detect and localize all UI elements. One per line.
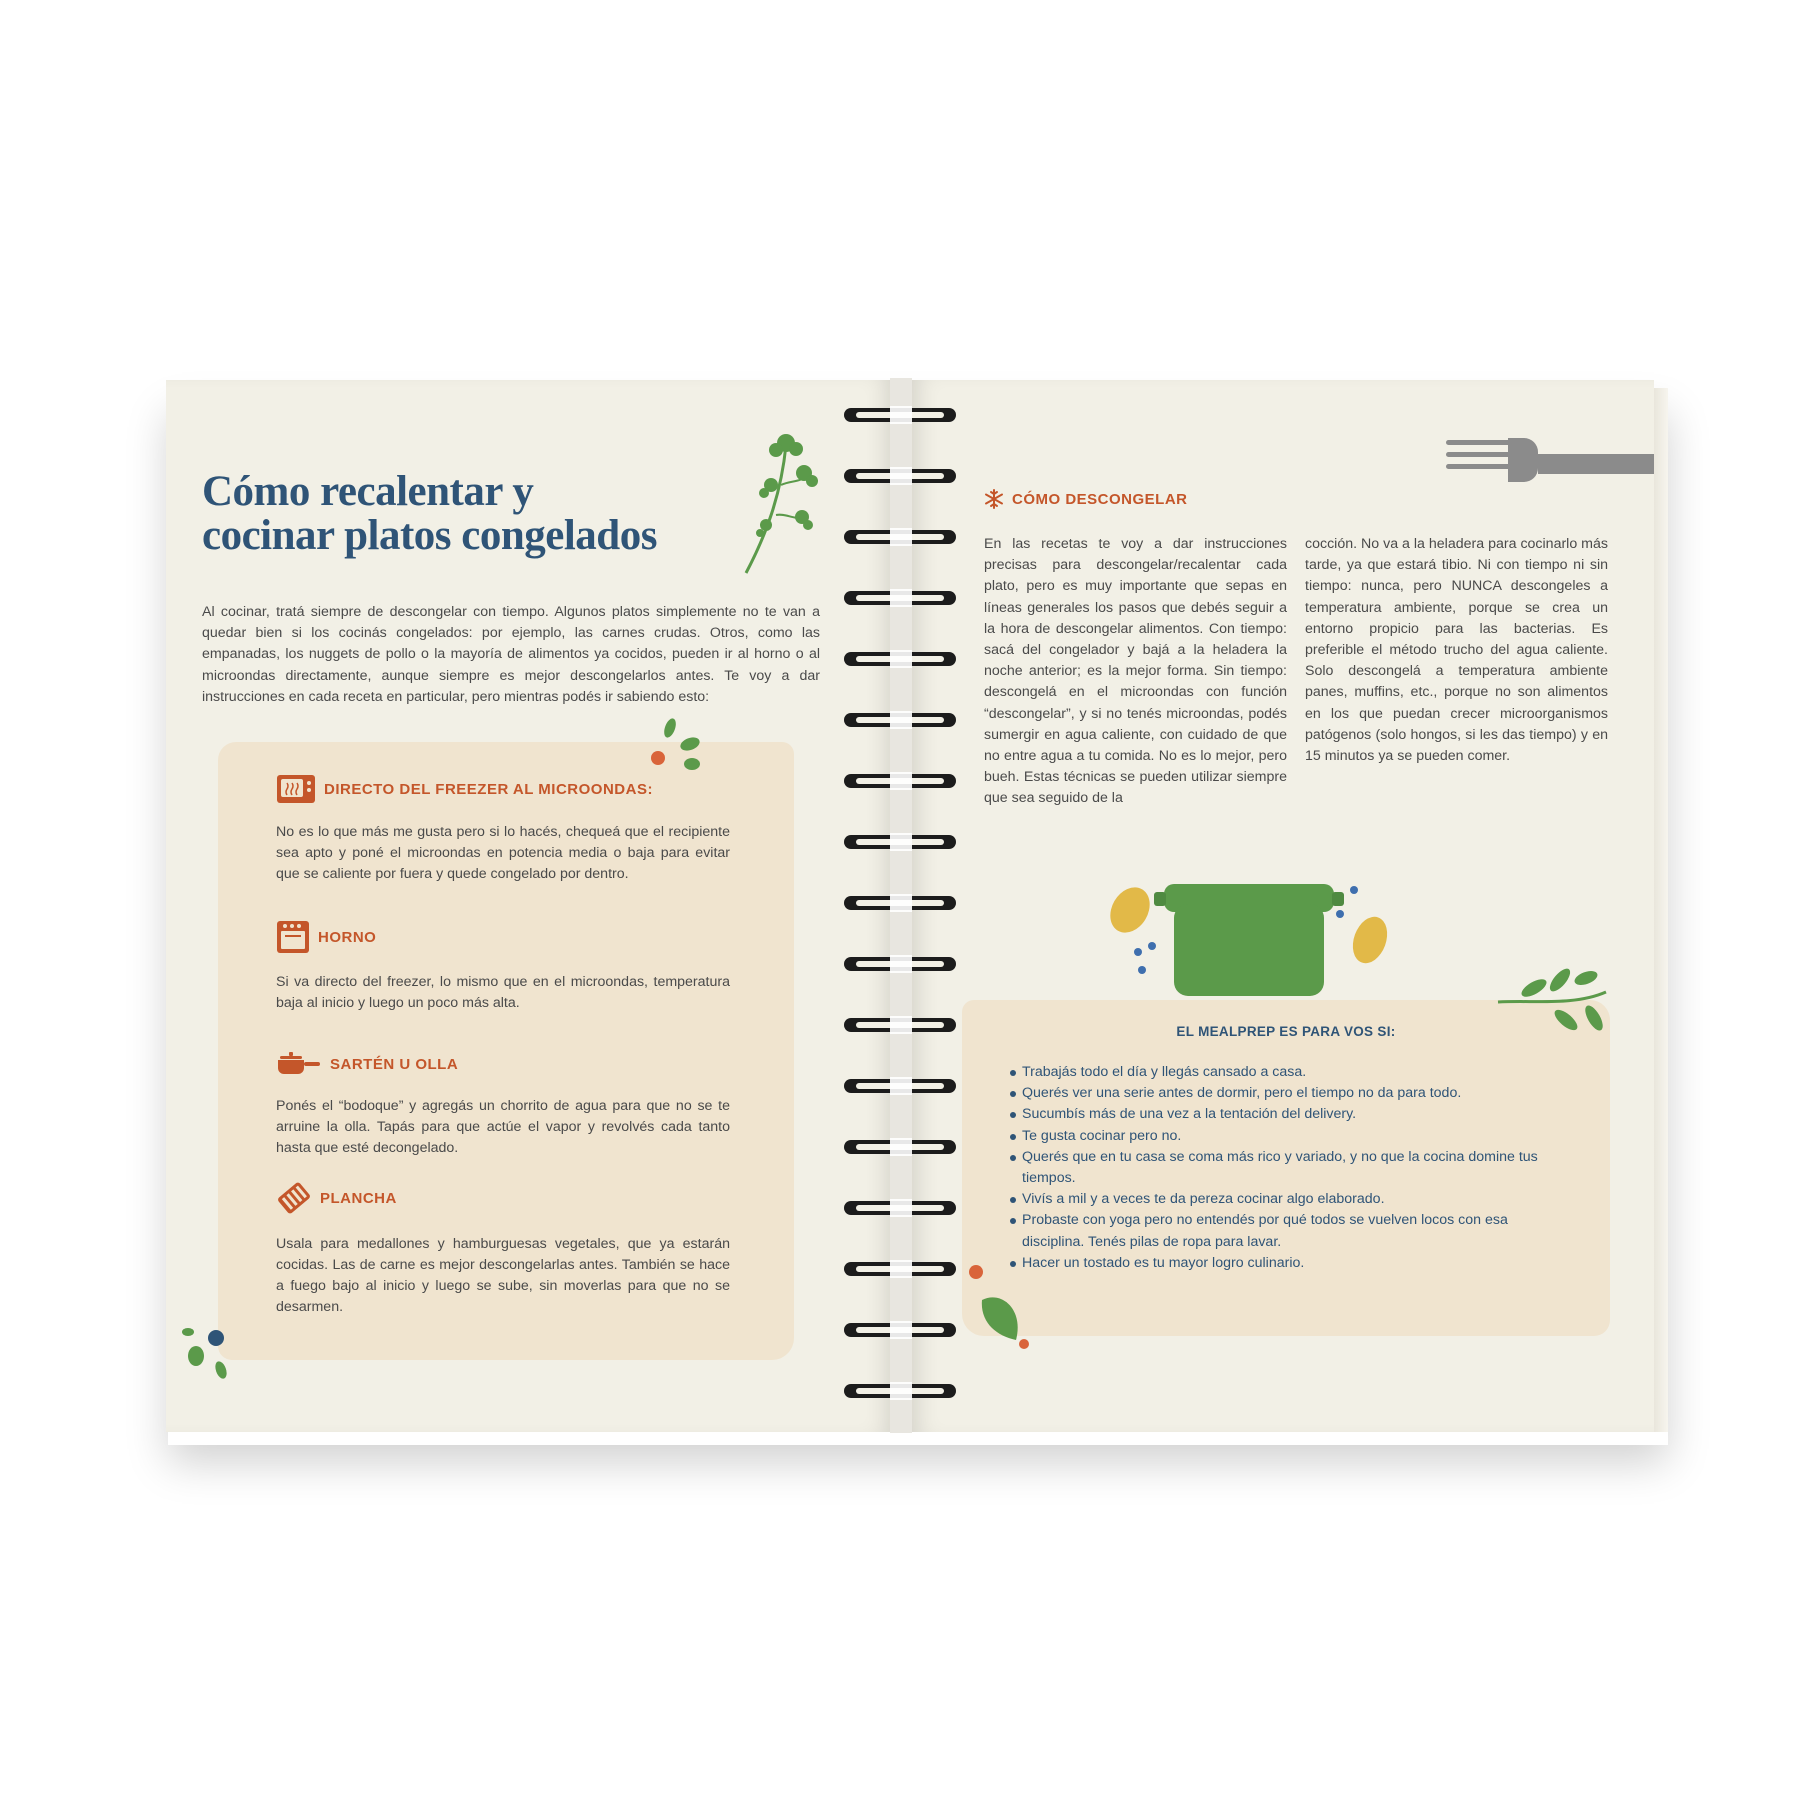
method-title: SARTÉN U OLLA — [330, 1055, 459, 1073]
pan-icon — [276, 1050, 322, 1078]
thawing-text-column-1: En las recetas te voy a dar instrucciones precisas para descongelar/recalentar cada plato, pero es muy importante que sepas en líneas generales los pasos que debés seguir a la hora de descongelar alimentos. Con tiempo: sacá del congelador y bajá a la heladera la noche anterior; es la mejor forma. Sin tiempo: descongelá en el microondas con función “descongelar”, y si no tenés microondas, podés sumergir en agua caliente, con cuidado de que no entre agua a tu comida. No es lo mejor, pero bueh. Estas técnicas se pueden utilizar siempre que sea seguido de la — [984, 536, 1287, 807]
method-text: No es lo que más me gusta pero si lo hacés, chequeá que el recipiente sea apto y poné el microondas en potencia media o baja para evitar que se caliente por fuera y quede congelado por dentro. — [276, 824, 730, 882]
oven-icon — [276, 920, 310, 954]
method-oven — [276, 920, 794, 1014]
food-container-illustration — [1104, 870, 1394, 1000]
list-item: Querés ver una serie antes de dormir, pero el tiempo no da para todo. — [1010, 1083, 1570, 1104]
intro-paragraph: Al cocinar, tratá siempre de descongelar con tiempo. Algunos platos simplemente no te van a quedar bien si los cocinás congelados: por ejemplo, las carnes crudas. Otros, como las empanadas, los nuggets de pollo o la mayoría de alimentos ya cocidos, pueden ir al horno o al microondas directamente, aunque siempre es mejor descongelarlos antes. Te voy a dar instrucciones en cada receta en particular, pero mientras podés ir sabiendo esto: — [202, 604, 820, 705]
spiral-coil-wire — [890, 1321, 912, 1339]
mealprep-list — [1010, 1062, 1570, 1274]
page-title-line-1: Cómo recalentar y — [202, 468, 534, 515]
leaves-decoration-top — [650, 716, 710, 776]
grill-icon — [276, 1180, 312, 1216]
spiral-coil-wire — [890, 894, 912, 912]
list-item: Querés que en tu casa se coma más rico y variado, y no que la cocina domine tus tiempos. — [1010, 1147, 1570, 1189]
spiral-binding — [836, 378, 964, 1433]
section-header — [984, 489, 1188, 509]
method-text: Ponés el “bodoque” y agregás un chorrito de agua para que no se te arruine la olla. Tapás para que actúe el vapor y revolvés cada tanto hasta que esté decongelado. — [276, 1098, 730, 1156]
method-pan — [276, 1050, 794, 1159]
section-title: CÓMO DESCONGELAR — [1012, 490, 1188, 508]
spiral-coil-wire — [890, 650, 912, 668]
spiral-coil-wire — [890, 1199, 912, 1217]
spiral-coil-wire — [890, 1077, 912, 1095]
method-title: HORNO — [318, 928, 377, 946]
page-title — [202, 470, 682, 558]
spiral-coil-wire — [890, 711, 912, 729]
method-microwave — [276, 774, 794, 885]
mealprep-box-title: EL MEALPREP ES PARA VOS SI: — [1176, 1024, 1396, 1039]
list-item: Hacer un tostado es tu mayor logro culinario. — [1010, 1253, 1570, 1274]
microwave-icon — [276, 774, 316, 804]
spiral-coil-wire — [890, 406, 912, 424]
spiral-coil-wire — [890, 833, 912, 851]
snowflake-icon — [984, 489, 1004, 509]
method-text: Si va directo del freezer, lo mismo que en el microondas, temperatura baja al inicio y luego un poco más alta. — [276, 974, 730, 1011]
spiral-coil-wire — [890, 1138, 912, 1156]
list-item: Sucumbís más de una vez a la tentación del delivery. — [1010, 1104, 1570, 1125]
method-text: Usala para medallones y hamburguesas vegetales, que ya estarán cocidas. Las de carne es mejor descongelarlas antes. También se hace a fuego bajo al inicio y luego se sube, sin moverlas para que no se desarmen. — [276, 1236, 730, 1315]
spiral-coil-wire — [890, 1016, 912, 1034]
left-page — [166, 380, 892, 1432]
spiral-coil-wire — [890, 1382, 912, 1400]
spiral-coil-wire — [890, 528, 912, 546]
spiral-coil-wire — [890, 955, 912, 973]
spiral-coil-wire — [890, 589, 912, 607]
leaf-decoration — [962, 1260, 1032, 1350]
method-title: DIRECTO DEL FREEZER AL MICROONDAS: — [324, 780, 653, 798]
method-grill — [276, 1180, 794, 1318]
list-item: Probaste con yoga pero no entendés por qué todos se vuelven locos con esa disciplina. Tenés pilas de ropa para lavar. — [1010, 1210, 1570, 1252]
spiral-coil-wire — [890, 467, 912, 485]
thawing-text-column-2: cocción. No va a la heladera para cocinarlo más tarde, ya que estará tibio. Ni con tiempo ni sin tiempo: nunca, pero NUNCA descongeles a temperatura ambiente, porque se crea un entorno propicio para las bacterias. Es preferible el método trucho del agua caliente. Solo descongelá a temperatura ambiente panes, muffins, etc., porque no son alimentos en los que puedan crecer microorganismos patógenos (solo hongos, si les das tiempo) y en 15 minutos ya se pueden comer. — [1305, 536, 1608, 765]
leaves-decoration-bottom — [176, 1320, 236, 1380]
spiral-coil-wire — [890, 1260, 912, 1278]
method-title: PLANCHA — [320, 1189, 397, 1207]
page-edge — [1654, 388, 1668, 1432]
list-item: Te gusta cocinar pero no. — [1010, 1126, 1570, 1147]
list-item: Vivís a mil y a veces te da pereza cocinar algo elaborado. — [1010, 1189, 1570, 1210]
right-page — [912, 380, 1654, 1432]
leafy-branch-illustration — [1494, 962, 1614, 1052]
spiral-coil-wire — [890, 772, 912, 790]
parsley-illustration — [736, 425, 826, 575]
list-item: Trabajás todo el día y llegás cansado a casa. — [1010, 1062, 1570, 1083]
fork-illustration — [1442, 430, 1654, 490]
page-title-line-2: cocinar platos congelados — [202, 512, 657, 559]
